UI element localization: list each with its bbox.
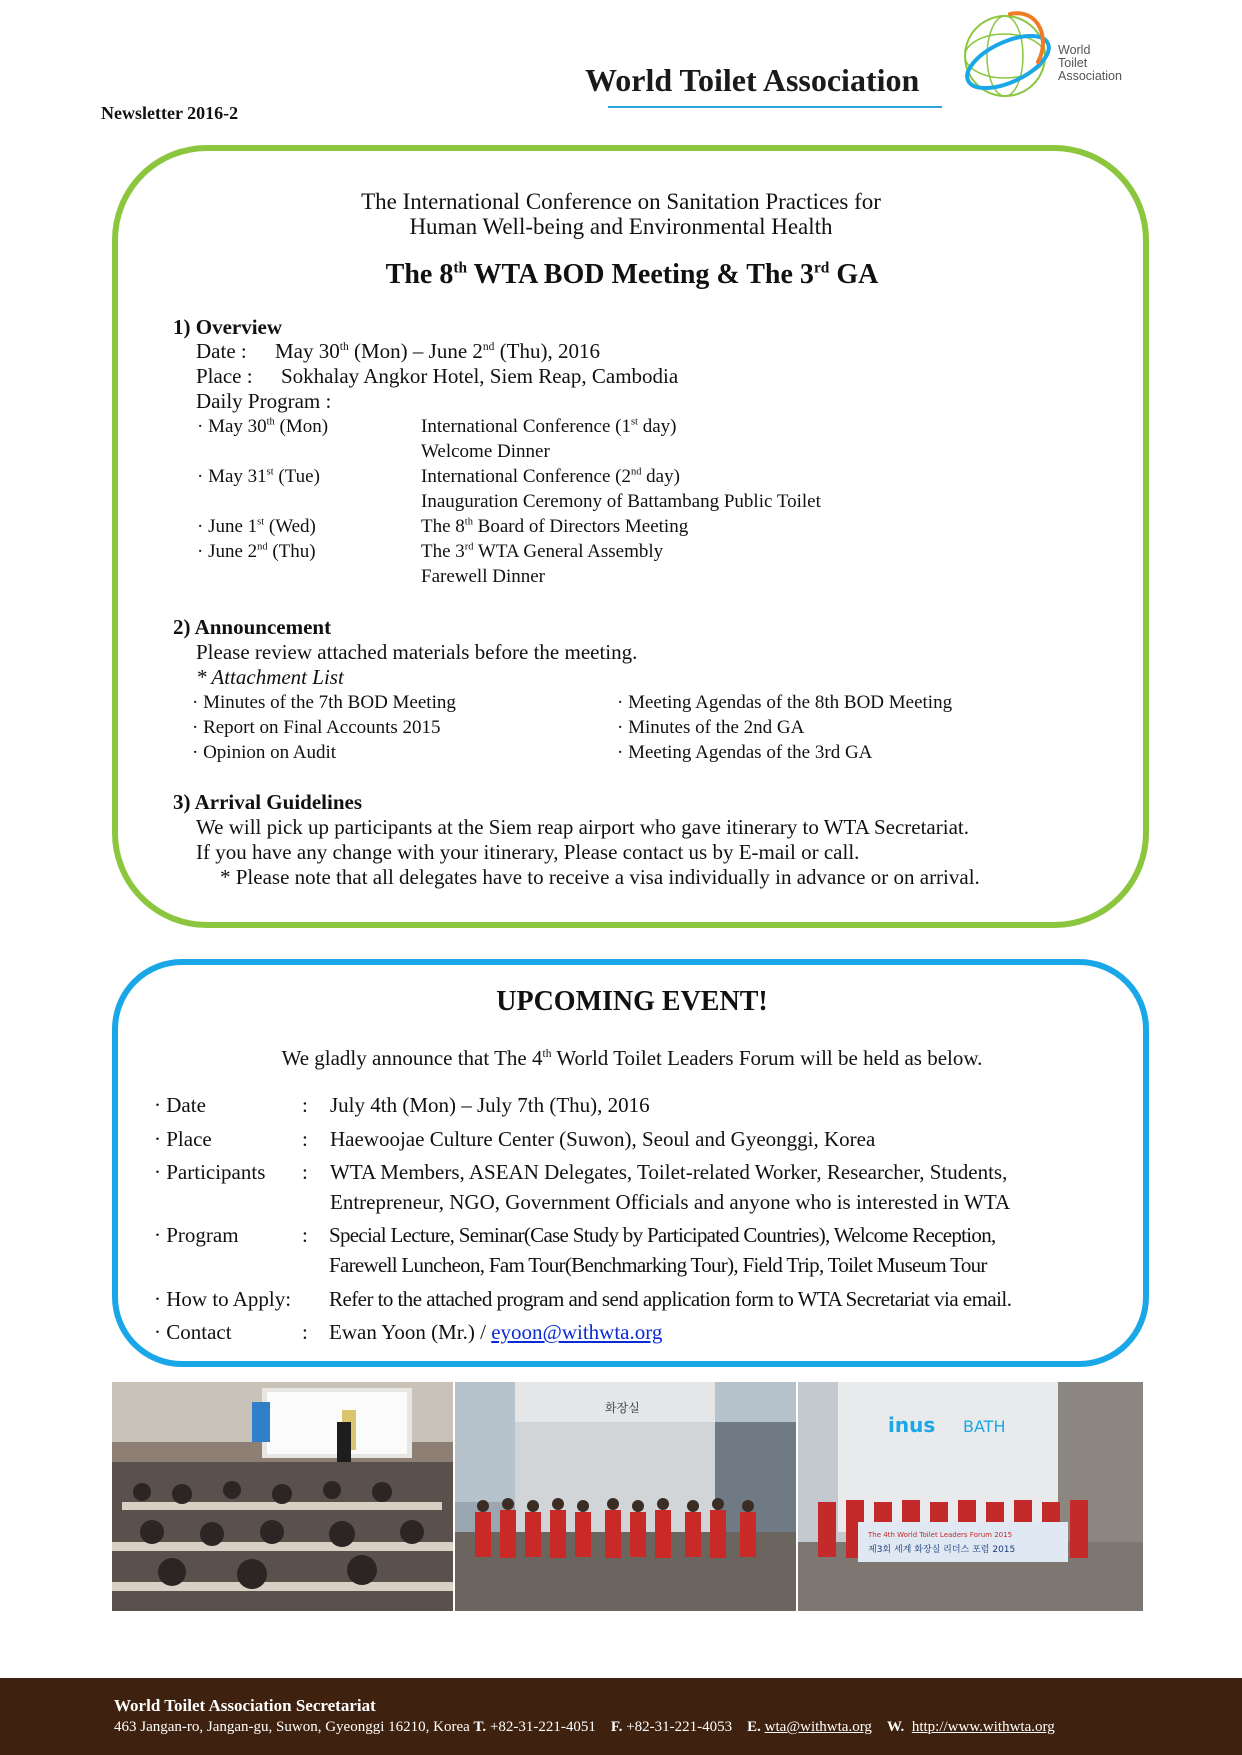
program-day: · June 1st (Wed) — [197, 516, 316, 537]
conference-title: The 8th WTA BOD Meeting & The 3rd GA — [385, 259, 879, 290]
program-day: · May 30th (Mon) — [197, 416, 329, 437]
footer-title: World Toilet Association Secretariat — [114, 1696, 376, 1715]
event-label: · Date — [154, 1093, 206, 1117]
attachment-item: · Opinion on Audit — [192, 742, 337, 763]
event-value: Farewell Luncheon, Fam Tour(Benchmarking Tour), Field Trip, Toilet Museum Tour — [329, 1253, 987, 1277]
overview-place-label: Place : — [196, 364, 253, 388]
attachment-item: · Meeting Agendas of the 8th BOD Meeting — [617, 692, 953, 713]
daily-program-label: Daily Program : — [196, 389, 332, 413]
overview-date: May 30th (Mon) – June 2nd (Thu), 2016 — [275, 339, 601, 363]
event-colon: : — [302, 1093, 308, 1117]
program-item: International Conference (2nd day) — [421, 466, 680, 487]
arrival-note: * Please note that all delegates have to receive a visa individually in advance or on arrival. — [220, 865, 980, 889]
event-colon: : — [302, 1223, 308, 1247]
event-value: WTA Members, ASEAN Delegates, Toilet-related Worker, Researcher, Students, — [330, 1160, 1008, 1184]
attachment-item: · Report on Final Accounts 2015 — [192, 717, 441, 738]
event-colon: : — [302, 1320, 308, 1344]
event-label: · How to Apply: — [154, 1287, 292, 1311]
culture-center-photo — [455, 1382, 796, 1611]
footer-contact-line: 463 Jangan-ro, Jangan-gu, Suwon, Gyeonggi 16210, Korea T. +82-31-221-4051 F. +82-31-221-4053 E. wta@withwta.org W. http://www.withwta.org — [114, 1719, 1055, 1735]
org-title: World Toilet Association — [585, 62, 920, 98]
attachment-item: · Meeting Agendas of the 3rd GA — [617, 742, 873, 763]
overview-heading: 1) Overview — [173, 315, 283, 339]
logo-text: World Toilet Association — [1058, 43, 1122, 83]
program-day: · May 31st (Tue) — [197, 466, 320, 487]
upcoming-title: UPCOMING EVENT! — [496, 986, 768, 1017]
svg-text:BATH: BATH — [963, 1417, 1006, 1436]
upcoming-intro: We gladly announce that The 4th World Toilet Leaders Forum will be held as below. — [281, 1046, 983, 1070]
overview-date-label: Date : — [196, 339, 247, 363]
program-item: The 8th Board of Directors Meeting — [421, 516, 689, 537]
svg-text:inus: inus — [888, 1413, 936, 1437]
footer-website-link[interactable]: http://www.withwta.org — [911, 1719, 1055, 1735]
program-day: · June 2nd (Thu) — [197, 541, 316, 562]
program-item: Farewell Dinner — [421, 566, 545, 587]
event-colon: : — [302, 1127, 308, 1151]
attachment-item: · Minutes of the 7th BOD Meeting — [192, 692, 456, 713]
arrival-line: We will pick up participants at the Siem reap airport who gave itinerary to WTA Secretariat. — [196, 815, 969, 839]
attachment-list-label: * Attachment List — [196, 665, 344, 689]
event-label: · Contact — [154, 1320, 232, 1344]
overview-place: Sokhalay Angkor Hotel, Siem Reap, Cambodia — [281, 364, 679, 388]
program-item: The 3rd WTA General Assembly — [421, 541, 664, 562]
announcement-text: Please review attached materials before the meeting. — [196, 640, 638, 664]
announcement-heading: 2) Announcement — [173, 615, 332, 639]
event-colon: : — [302, 1160, 308, 1184]
svg-text:The 4th World Toilet Leaders F: The 4th World Toilet Leaders Forum 2015 — [868, 1531, 1013, 1539]
svg-text:제3회 세계 화장실 리더스 포럼 2015: 제3회 세계 화장실 리더스 포럼 2015 — [868, 1545, 1016, 1555]
footer-bar — [0, 1678, 1242, 1755]
program-item: Welcome Dinner — [421, 441, 550, 462]
event-label: · Participants — [154, 1160, 266, 1184]
arrival-line: If you have any change with your itinerary, Please contact us by E-mail or call. — [196, 840, 860, 864]
arrival-heading: 3) Arrival Guidelines — [173, 790, 362, 814]
title-underline — [608, 106, 942, 108]
newsletter-issue: Newsletter 2016-2 — [101, 103, 239, 123]
attachment-item: · Minutes of the 2nd GA — [617, 717, 805, 738]
contact-email-link[interactable]: eyoon@withwta.org — [491, 1320, 663, 1344]
event-value: Ewan Yoon (Mr.) / eyoon@withwta.org — [329, 1320, 663, 1344]
program-item: Inauguration Ceremony of Battambang Public Toilet — [421, 491, 821, 512]
conference-subtitle-2: Human Well-being and Environmental Health — [409, 214, 833, 239]
bath-store-photo — [798, 1382, 1143, 1611]
conference-photo — [112, 1382, 453, 1611]
conference-subtitle-1: The International Conference on Sanitation Practices for — [361, 189, 881, 214]
event-value: Refer to the attached program and send application form to WTA Secretariat via email. — [329, 1287, 1012, 1311]
footer-email-link[interactable]: wta@withwta.org — [764, 1719, 872, 1735]
event-label: · Place — [154, 1127, 212, 1151]
event-label: · Program — [154, 1223, 239, 1247]
program-item: International Conference (1st day) — [421, 416, 677, 437]
event-value: Special Lecture, Seminar(Case Study by Participated Countries), Welcome Reception, — [329, 1223, 996, 1247]
event-value: Entrepreneur, NGO, Government Officials and anyone who is interested in WTA — [330, 1190, 1011, 1214]
event-value: Haewoojae Culture Center (Suwon), Seoul and Gyeonggi, Korea — [330, 1127, 876, 1151]
svg-text:화장실: 화장실 — [605, 1401, 640, 1415]
event-value: July 4th (Mon) – July 7th (Thu), 2016 — [330, 1093, 650, 1117]
